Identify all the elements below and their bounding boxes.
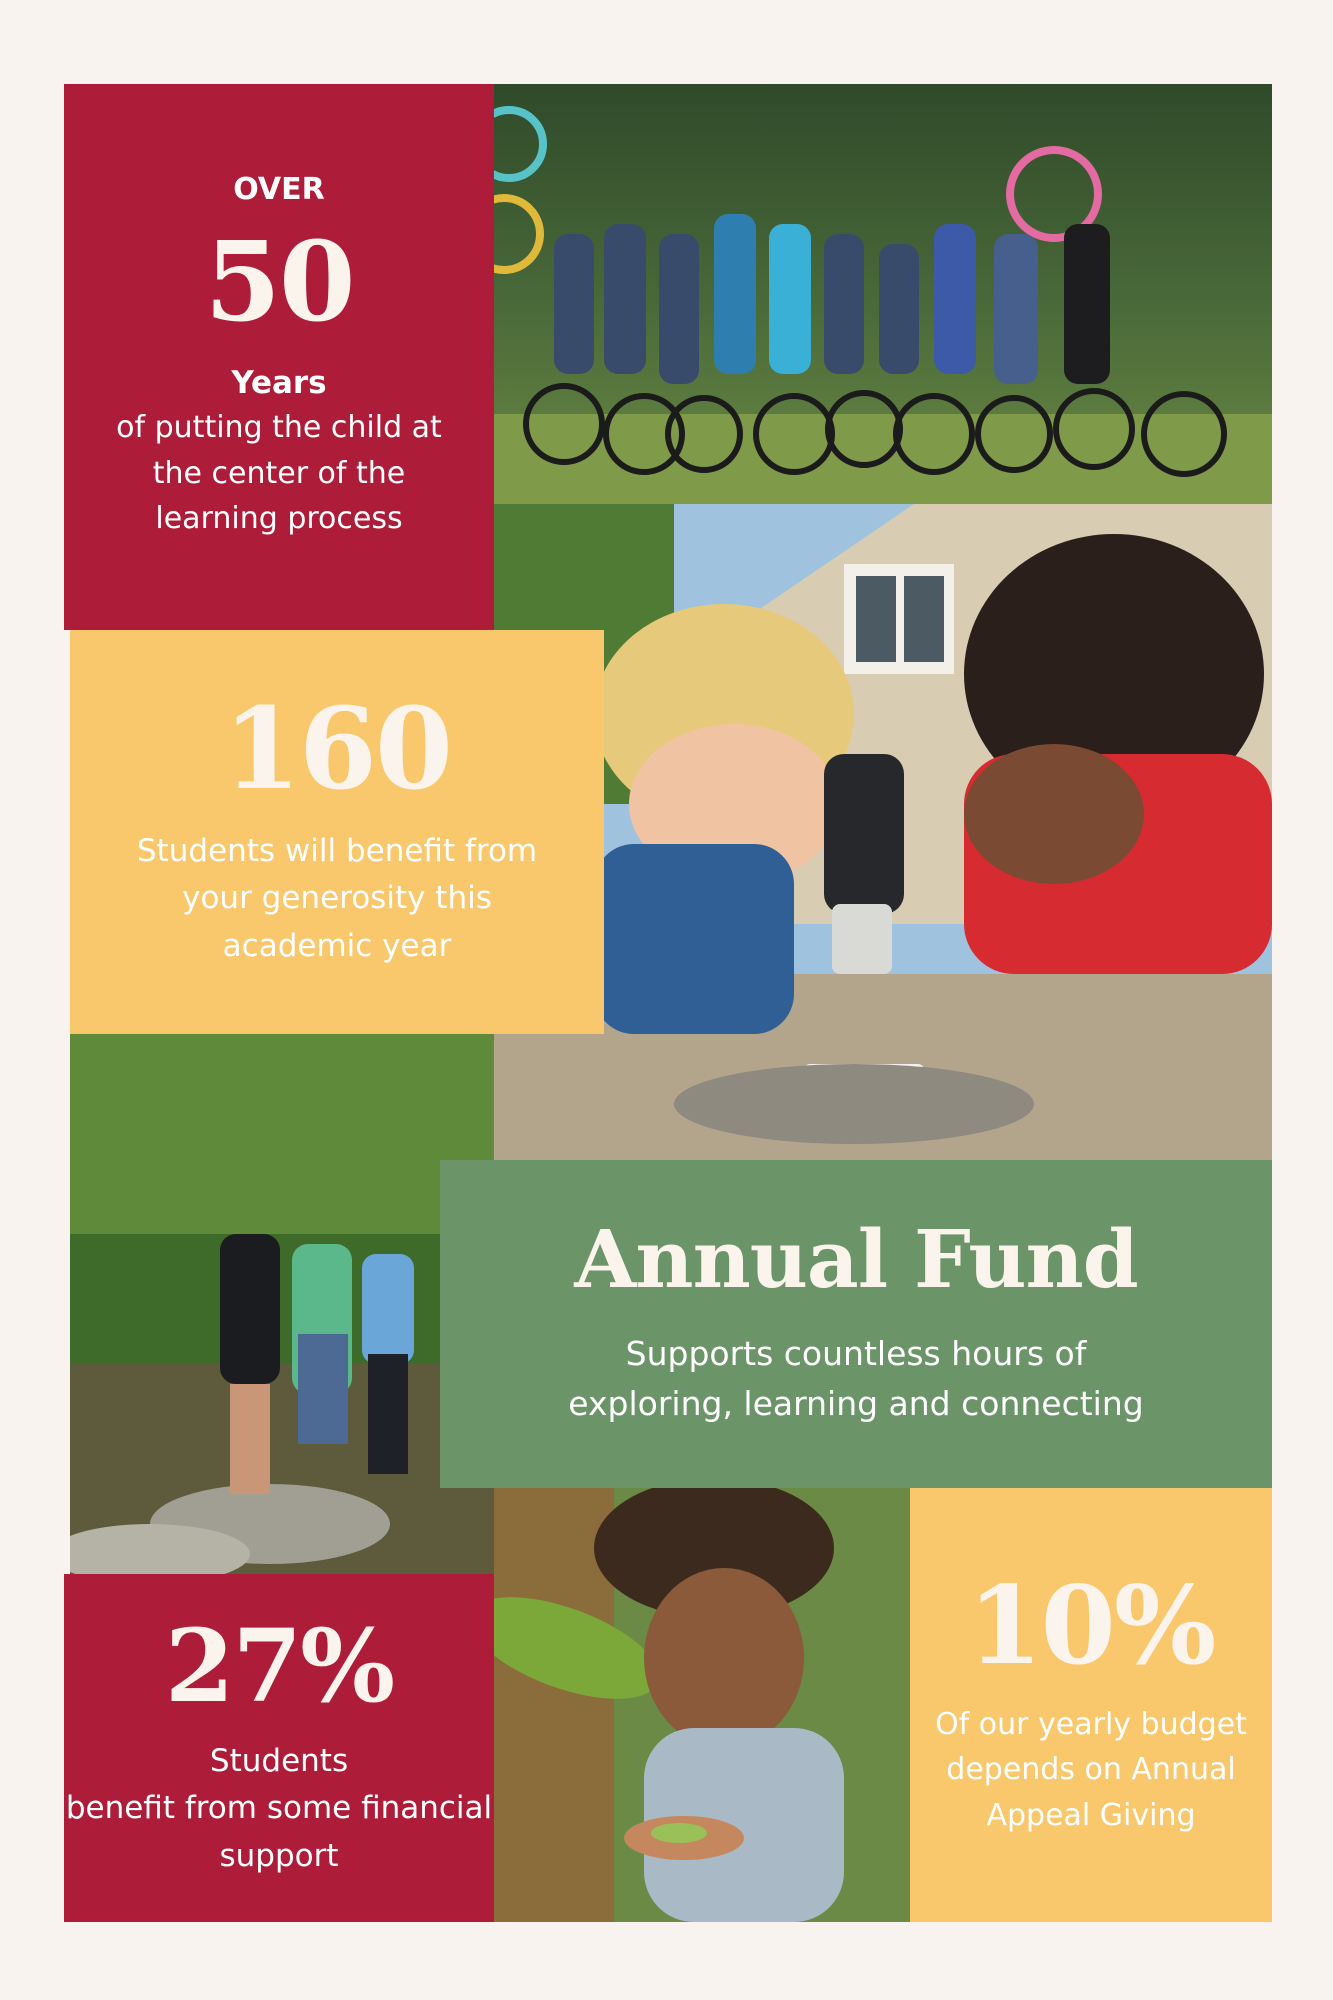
annual-fund-title: Annual Fund (574, 1211, 1138, 1306)
years-line-1: of putting the child at (116, 410, 442, 446)
bike-group-photo (494, 84, 1272, 504)
creek-photo (70, 1034, 494, 1574)
years-unit: Years (231, 365, 327, 402)
students-line-3: academic year (222, 927, 452, 964)
financial-support-line-3: support (219, 1837, 339, 1874)
years-line-3: learning process (155, 501, 403, 537)
years-line-2: the center of the (152, 455, 406, 491)
budget-line-1: Of our yearly budget (935, 1706, 1247, 1742)
annual-fund-line-1: Supports countless hours of (625, 1333, 1087, 1373)
budget-line-2: depends on Annual (946, 1752, 1236, 1788)
financial-support-number: 27% (164, 1607, 394, 1726)
budget-stat-card (910, 1488, 1272, 1922)
financial-support-line-2: benefit from some financial (65, 1790, 493, 1827)
budget-line-3: Appeal Giving (986, 1797, 1196, 1833)
financial-support-stat-card (64, 1574, 494, 1922)
years-stat-card (64, 84, 494, 630)
students-line-1: Students will benefit from (136, 833, 538, 870)
budget-number: 10% (967, 1562, 1215, 1689)
years-prefix: OVER (233, 172, 325, 208)
financial-support-line-1: Students (209, 1743, 349, 1780)
microscope-photo (494, 504, 1272, 1160)
annual-fund-line-2: exploring, learning and connecting (568, 1384, 1144, 1423)
students-line-2: your generosity this (182, 880, 492, 917)
girl-with-leaf-photo (494, 1488, 910, 1922)
students-stat-card (70, 630, 604, 1034)
annual-fund-card (440, 1160, 1272, 1488)
years-number: 50 (204, 217, 354, 347)
students-number: 160 (223, 684, 451, 816)
